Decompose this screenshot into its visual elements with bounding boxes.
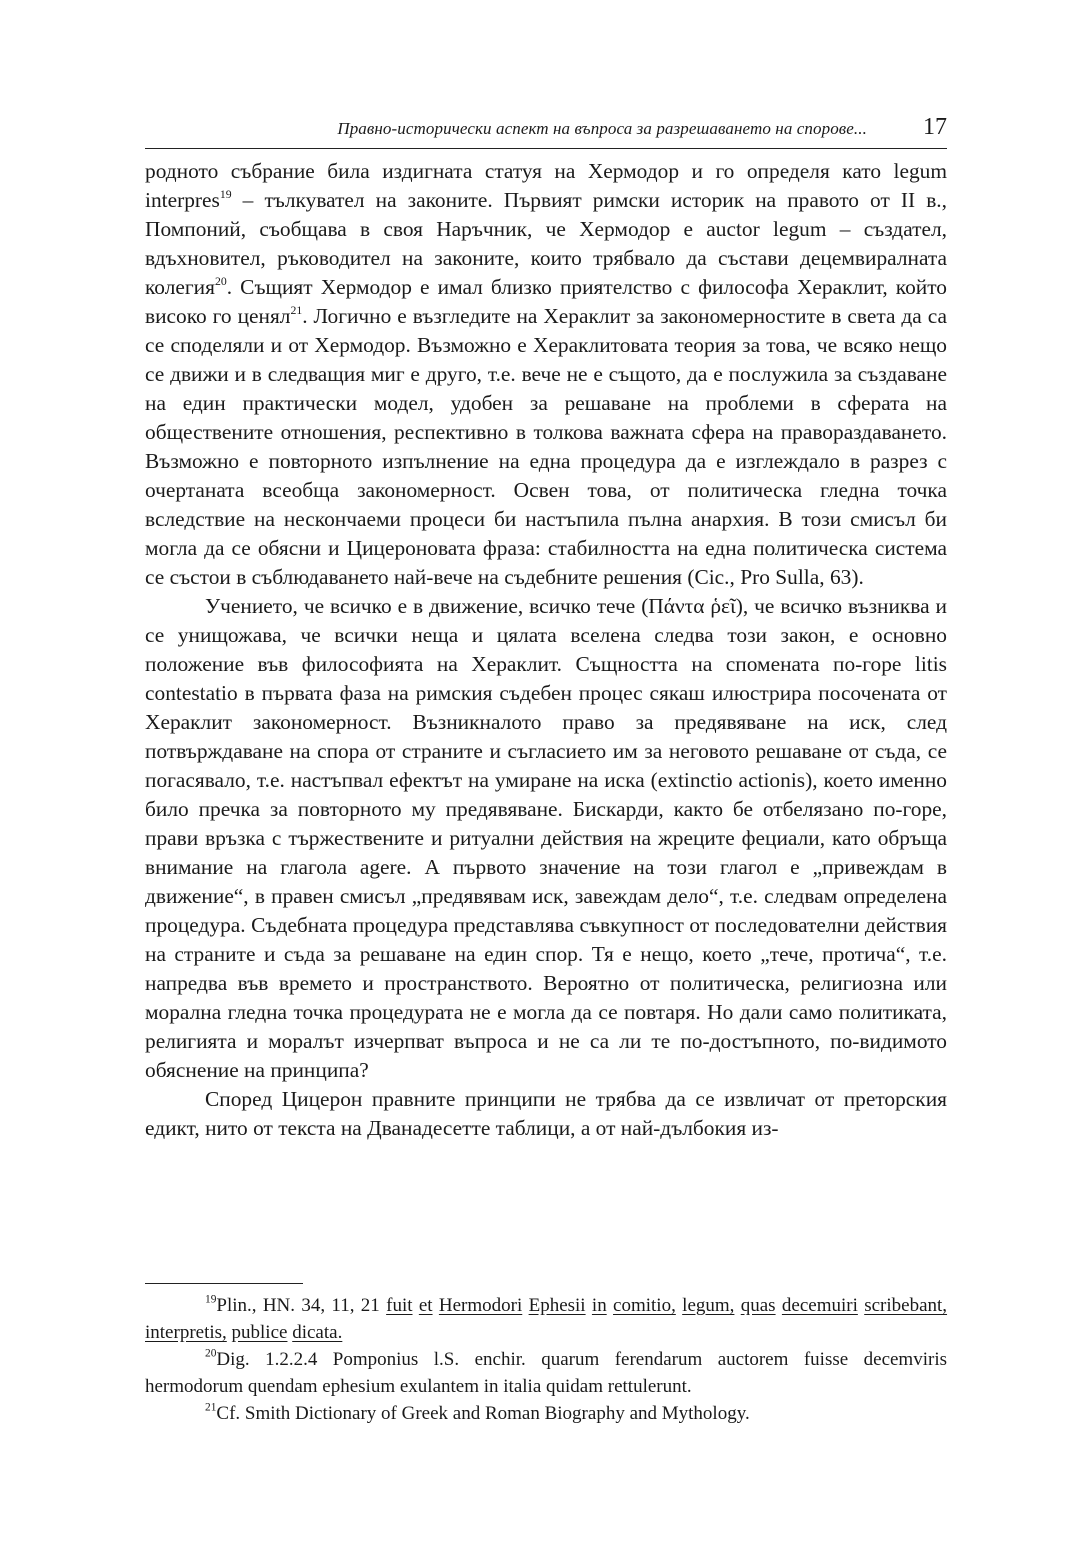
footnote-19-word: fuit	[386, 1295, 413, 1316]
footnote-19	[145, 1292, 947, 1346]
footnote-20	[145, 1346, 947, 1400]
footnote-19-word: Ephesii	[528, 1295, 586, 1316]
footnote-19-word: decemuiri	[781, 1295, 858, 1316]
footnote-21	[145, 1400, 947, 1427]
footnote-19-word: Hermodori	[438, 1295, 523, 1316]
footnote-19-word: et	[418, 1295, 433, 1316]
paragraph-1	[145, 157, 947, 592]
running-header	[145, 112, 947, 149]
footnote-ref-20: 20	[214, 275, 227, 289]
footnote-19-word: interpretis,	[145, 1322, 227, 1343]
footnote-19-word: scribebant,	[864, 1295, 948, 1316]
footnote-ref-19: 19	[219, 188, 232, 202]
page-number: 17	[923, 114, 947, 140]
footnote-ref-21: 21	[290, 304, 303, 318]
running-title: Правно-исторически аспект на въпроса за разрешаването на спорове...	[337, 119, 867, 138]
footnote-20-text: Dig. 1.2.2.4 Pomponius l.S. enchir. quarum ferendarum auctorem fuisse decemviris hermodorum quendam ephesium exulantem in italia quidam rettulerunt.	[145, 1349, 947, 1397]
paragraph-2: Учението, че всичко е в движение, всичко тече (Πάντα ῥεῖ), че всичко възниква и се унищожава, че всички неща и цялата вселена следва този закон, е основно положение във философията на Хераклит. Същността на спомената по-горе litis contestatio в първата фаза на римския съдебен процес сякаш илюстрира посочената от Хераклит закономерност. Възникналото право за предявяване на иск, след потвърждаване на спора от страните и съгласието им за неговото решаване от съда, се погасявало, т.е. настъпвал ефектът на умиране на иска (extinctio actionis), което именно било пречка за повторното му предявяване. Бискарди, както бе отбелязано по-горе, прави връзка с тържествените и ритуални действия на жреците фециали, като обръща внимание на глагола agere. А първото значение на този глагол е „привеждам в движение“, в правен смисъл „предявявам иск, завеждам дело“, т.е. следвам определена процедура. Съдебната процедура представлява съвкупност от последователни действия на страните и съда за решаване на един спор. Тя е нещо, което „тече, протича“, т.е. напредва във времето и пространството. Вероятно от политическа, религиозна или морална гледна точка процедурата не е могла да се повтаря. Но дали само политиката, религията и моралът изчерпват въпроса и не са ли те по-достъпното, по-видимото обяснение на принципа?	[145, 594, 947, 1082]
footnote-separator	[145, 1283, 303, 1284]
footnote-21-text: Cf. Smith Dictionary of Greek and Roman Biography and Mythology.	[216, 1403, 750, 1424]
footnote-19-lead: Plin., HN. 34, 11, 21	[216, 1295, 387, 1316]
paragraph-1-text-b: – тълкувател на законите. Първият римски историк на правото от II в., Помпоний, съобщава в своя Наръчник, че Хермодор е auctor legum – създател, вдъхновител, ръководител на законите, които трябвало да състави децемвиралната колегия	[145, 188, 947, 299]
footnote-19-word: publice	[231, 1322, 288, 1343]
footnote-19-word: legum,	[682, 1295, 735, 1316]
footnote-19-word: quas	[740, 1295, 776, 1316]
footnote-number: 19	[205, 1293, 217, 1306]
paragraph-1-text-d: . Логично е възгледите на Хераклит за закономерностите в света да са се споделяли и от Хермодор. Възможно е Хераклитовата теория за това, че всяко нещо се движи и в следващия миг е друго, т.е. вече не е същото, да е послужила за създаване на един практически модел, удобен за решаване на проблеми в сферата на обществените отношения, респективно в толкова важната сфера на правораздаването. Възможно е повторното изпълнение на една процедура да е изглеждало в разрез с очертаната всеобща закономерност. Освен това, от политическа гледна точка вследствие на нескончаеми процеси би настъпила пълна анархия. В този смисъл би могла да се обясни и Цицероновата фраза: стабилността на една политическа система се състои в съблюдаването най-вече на съдебните решения (Cic., Pro Sulla, 63).	[145, 304, 947, 589]
paragraph-3: Според Цицерон правните принципи не трябва да се извличат от преторския едикт, нито от текста на Дванадесетте таблици, а от най-дълбокия из-	[145, 1087, 947, 1140]
footnotes	[145, 1292, 947, 1427]
footnote-number: 20	[205, 1347, 217, 1360]
footnote-19-word: dicata.	[292, 1322, 343, 1343]
paragraph-1-text-c: . Същият Хермодор е имал близко приятелство с философа Хераклит, който високо го ценял	[145, 275, 947, 328]
body-text	[145, 157, 947, 1143]
paragraph-1-text-a: родното събрание била издигната статуя на Хермодор и го определя като legum interpres	[145, 159, 947, 212]
footnote-19-word: in	[591, 1295, 607, 1316]
footnote-number: 21	[205, 1401, 217, 1414]
footnote-19-word: comitio,	[613, 1295, 676, 1316]
